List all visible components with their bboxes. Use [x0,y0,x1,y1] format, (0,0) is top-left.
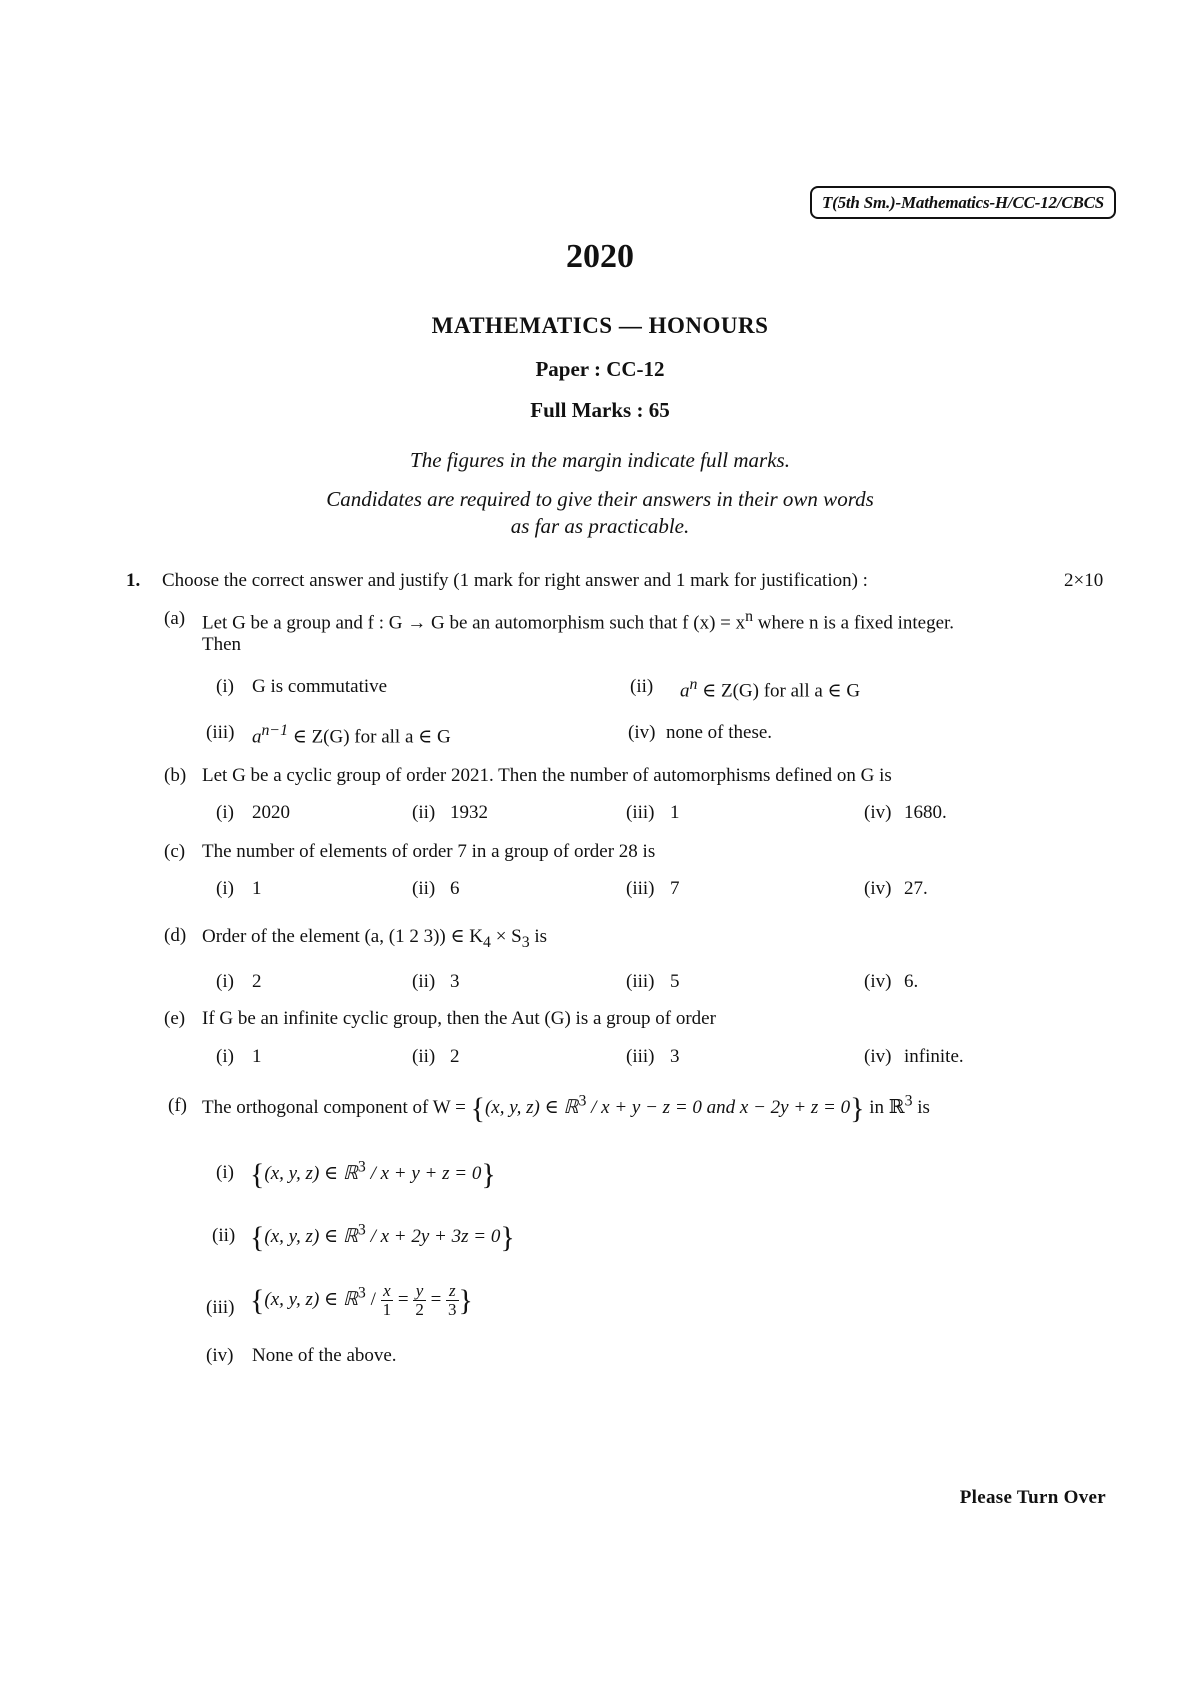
option-label: (iii) [626,878,655,899]
part-d-label: (d) [164,925,187,946]
option-text: 2 [450,1046,460,1067]
part-e-text: If G be an infinite cyclic group, then the Aut (G) is a group of order [202,1008,716,1029]
option-text: 27. [904,878,928,899]
exam-year: 2020 [566,238,634,275]
option-label: (iii) [626,802,655,823]
option-text: 2020 [252,802,290,823]
option-text: 5 [670,971,680,992]
option-label: (i) [216,971,234,992]
fraction-z: $\frac{z}{3}$ [448,1281,457,1319]
part-a-label: (a) [164,608,186,629]
option-text: 1 [670,802,680,823]
option-text: $a^n$ ∈ Z(G) for all a ∈ G [680,676,861,702]
option-text: 1 [252,878,262,899]
option-label: (iv) [206,1345,234,1366]
option-label: (i) [216,1046,234,1067]
part-f-label: (f) [168,1095,187,1116]
option-text: 1932 [450,802,488,823]
question-text: Choose the correct answer and justify (1 mark for right answer and 1 mark for justification) : [162,570,868,591]
option-text: None of the above. [252,1345,397,1366]
option-label: (i) [216,802,234,823]
part-a-text: Let G be a group and f : G → G be an automorphism such that f $(x) = x^n$ where n is a fixed integer. [202,608,955,634]
option-label: (ii) [412,1046,436,1067]
option-label: (i) [216,1162,234,1183]
option-text: none of these. [666,722,773,743]
part-e-label: (e) [164,1008,186,1029]
part-a-text-cont: Then [202,634,242,655]
option-label: (iv) [628,722,656,743]
question-number: 1. [126,570,141,591]
instruction-own-words: Candidates are required to give their answers in their own words [326,487,874,511]
option-label: (ii) [630,676,654,697]
fraction-x: $\frac{x}{1}$ [382,1281,392,1319]
option-text: G is commutative [252,676,388,697]
instruction-margin: The figures in the margin indicate full marks. [410,448,790,472]
part-b-label: (b) [164,765,187,786]
option-label: (iv) [864,1046,892,1067]
paper-label: Paper : CC-12 [535,357,665,381]
option-text: {(x, y, z) ∈ ℝ$^3$ / $\frac{x}{1}$ = $\frac{y}{2}$ = $\frac{z}{3}$ } [250,1281,473,1319]
instruction-practicable: as far as practicable. [510,514,690,538]
option-text: infinite. [904,1046,964,1067]
option-label: (iii) [206,722,235,743]
option-text: 7 [670,878,680,899]
please-turn-over: Please Turn Over [959,1487,1106,1508]
full-marks: Full Marks : 65 [530,398,670,422]
part-d-text: Order of the element (a, (1 2 3)) ∈ $K_4 \times S_3$ is [202,926,548,951]
option-label: (ii) [412,878,436,899]
option-text: 2 [252,971,262,992]
part-b-text: Let G be a cyclic group of order 2021. Then the number of automorphisms defined on G is [202,765,892,786]
part-c-text: The number of elements of order 7 in a group of order 28 is [202,841,656,862]
part-f-text: The orthogonal component of W = {(x, y, z) ∈ ℝ$^3$ / x + y − z = 0 and x − 2y + z = 0} in ℝ$^3$ is [202,1092,930,1125]
subject-title: MATHEMATICS — HONOURS [431,313,769,338]
option-label: (ii) [412,802,436,823]
question-marks: 2×10 [1064,570,1104,591]
option-label: (iv) [864,971,892,992]
option-text: $a^{n-1}$ ∈ Z(G) for all a ∈ G [252,722,451,748]
option-text: 1 [252,1046,262,1067]
option-label: (iii) [206,1297,235,1318]
option-label: (i) [216,878,234,899]
fraction-y: $\frac{y}{2}$ [415,1281,424,1319]
option-label: (iii) [626,1046,655,1067]
option-text: 6 [450,878,460,899]
option-text: 3 [450,971,460,992]
option-text: 3 [670,1046,680,1067]
option-text: {(x, y, z) ∈ ℝ$^3$ / x + y + z = 0} [250,1158,496,1191]
option-text: {(x, y, z) ∈ ℝ$^3$ / x + 2y + 3z = 0} [250,1221,515,1254]
option-label: (i) [216,676,234,697]
part-c-label: (c) [164,841,186,862]
option-label: (ii) [212,1225,236,1246]
option-text: 6. [904,971,919,992]
option-text: 1680. [904,802,947,823]
option-label: (ii) [412,971,436,992]
option-label: (iii) [626,971,655,992]
option-label: (iv) [864,802,892,823]
option-label: (iv) [864,878,892,899]
paper-code-box: T(5th Sm.)-Mathematics-H/CC-12/CBCS [810,186,1116,219]
